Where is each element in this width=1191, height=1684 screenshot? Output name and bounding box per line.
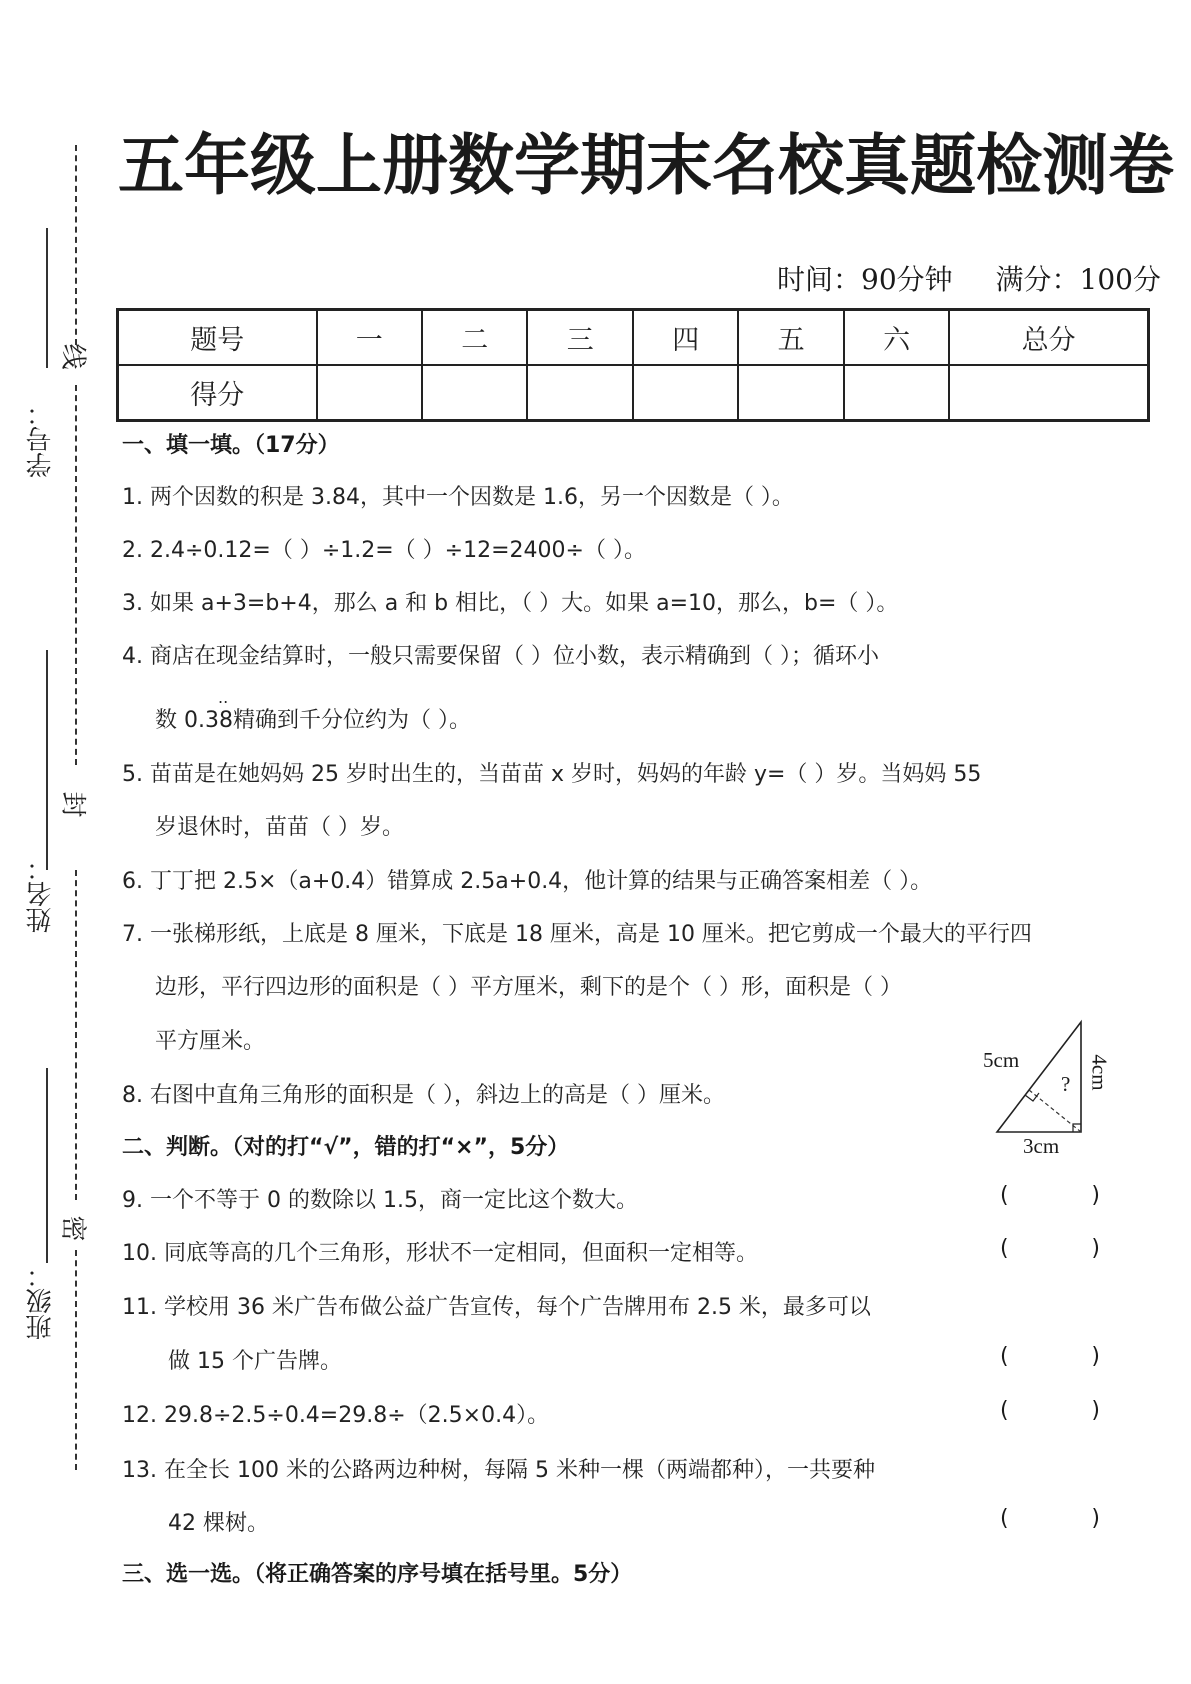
header-cell: 题号 [118, 310, 317, 366]
header-cell: 总分 [949, 310, 1148, 366]
class-line[interactable] [46, 1068, 48, 1263]
repeating-dots: .. [218, 688, 229, 707]
score-cell[interactable] [949, 365, 1148, 421]
question-7-line-3: 平方厘米。 [155, 1029, 266, 1054]
seal-dashed-line [75, 870, 77, 1200]
question-11-line-1: 11. 学校用 36 米广告布做公益广告宣传，每个广告牌用布 2.5 米，最多可以 [122, 1295, 871, 1320]
seal-dashed-line [75, 1250, 77, 1470]
answer-paren-12[interactable]: ( ) [1000, 1398, 1100, 1423]
question-3: 3. 如果 a+3=b+4，那么 a 和 b 相比，（ ）大。如果 a=10，那么，b=（ ）。 [122, 591, 899, 616]
binding-margin [0, 0, 110, 1684]
question-7-line-2: 边形，平行四边形的面积是（ ）平方厘米，剩下的是个（ ）形，面积是（ ） [155, 975, 902, 1000]
question-7-line-1: 7. 一张梯形纸，上底是 8 厘米，下底是 18 厘米，高是 10 厘米。把它剪成一个最大的平行四 [122, 922, 1032, 947]
student-id-line[interactable] [46, 228, 48, 368]
score-cell[interactable] [633, 365, 738, 421]
class-label: 班级： [26, 1262, 56, 1340]
exam-full-score: 满分：100分 [995, 263, 1161, 296]
question-10: 10. 同底等高的几个三角形，形状不一定相同，但面积一定相等。 [122, 1241, 758, 1266]
question-13-line-2: 42 棵树。 [168, 1511, 269, 1536]
section-heading-judge: 二、判断。（对的打“√”，错的打“×”，5分） [122, 1135, 570, 1160]
question-11-line-2: 做 15 个广告牌。 [168, 1349, 342, 1374]
student-id-label: 学号： [26, 400, 56, 478]
header-cell: 四 [633, 310, 738, 366]
page-title: 五年级上册数学期末名校真题检测卷 [118, 126, 1174, 204]
triangle-icon [985, 1010, 1135, 1170]
question-13-line-1: 13. 在全长 100 米的公路两边种树，每隔 5 米种一棵（两端都种），一共要种 [122, 1458, 875, 1483]
answer-paren-10[interactable]: ( ) [1000, 1236, 1100, 1261]
seal-char-seal: 封 [57, 791, 88, 818]
seal-char-line: 线 [57, 343, 88, 370]
question-8: 8. 右图中直角三角形的面积是（ ），斜边上的高是（ ）厘米。 [122, 1083, 725, 1108]
question-4-line-1: 4. 商店在现金结算时，一般只需要保留（ ）位小数，表示精确到（ ）；循环小 [122, 644, 879, 669]
seal-dashed-line [75, 385, 77, 765]
header-cell: 五 [738, 310, 843, 366]
score-cell[interactable] [527, 365, 632, 421]
score-table-header-row [118, 310, 1149, 366]
answer-paren-13[interactable]: ( ) [1000, 1506, 1100, 1531]
score-cell[interactable] [422, 365, 527, 421]
seal-char-secret: 密 [57, 1215, 88, 1242]
score-cell[interactable] [738, 365, 843, 421]
score-cell[interactable] [844, 365, 949, 421]
question-5-line-1: 5. 苗苗是在她妈妈 25 岁时出生的，当苗苗 x 岁时，妈妈的年龄 y=（ ）岁。当妈妈 55 [122, 762, 982, 787]
name-line[interactable] [46, 650, 48, 870]
name-label: 姓名： [26, 855, 56, 933]
exam-meta [743, 258, 1161, 298]
header-cell: 一 [317, 310, 422, 366]
score-table [116, 308, 1150, 422]
score-cell[interactable] [317, 365, 422, 421]
header-cell: 三 [527, 310, 632, 366]
question-4-line-2: 数 0.38精确到千分位约为（ ）。 [155, 708, 471, 733]
vertical-leg-label: 4cm [1087, 1054, 1112, 1091]
header-cell: 二 [422, 310, 527, 366]
section-heading-fill: 一、填一填。（17分） [122, 433, 340, 458]
question-1: 1. 两个因数的积是 3.84，其中一个因数是 1.6，另一个因数是（ ）。 [122, 485, 794, 510]
hypotenuse-label: 5cm [983, 1048, 1020, 1072]
question-12: 12. 29.8÷2.5÷0.4=29.8÷（2.5×0.4）。 [122, 1403, 550, 1428]
question-6: 6. 丁丁把 2.5×（a+0.4）错算成 2.5a+0.4，他计算的结果与正确答案相差（ ）。 [122, 869, 933, 894]
base-label: 3cm [1023, 1134, 1060, 1158]
question-9: 9. 一个不等于 0 的数除以 1.5，商一定比这个数大。 [122, 1188, 638, 1213]
exam-time: 时间：90分钟 [777, 263, 953, 296]
score-table-score-row [118, 365, 1149, 421]
row-label: 得分 [118, 365, 317, 421]
question-2: 2. 2.4÷0.12=（ ）÷1.2=（ ）÷12=2400÷（ ）。 [122, 538, 646, 563]
answer-paren-9[interactable]: ( ) [1000, 1183, 1100, 1208]
right-triangle-figure [985, 1010, 1135, 1170]
unknown-height-label: ? [1061, 1072, 1071, 1096]
answer-paren-11[interactable]: ( ) [1000, 1344, 1100, 1369]
seal-dashed-line [75, 145, 77, 345]
header-cell: 六 [844, 310, 949, 366]
section-heading-choose: 三、选一选。（将正确答案的序号填在括号里。5分） [122, 1562, 633, 1587]
question-5-line-2: 岁退休时，苗苗（ ）岁。 [155, 815, 404, 840]
